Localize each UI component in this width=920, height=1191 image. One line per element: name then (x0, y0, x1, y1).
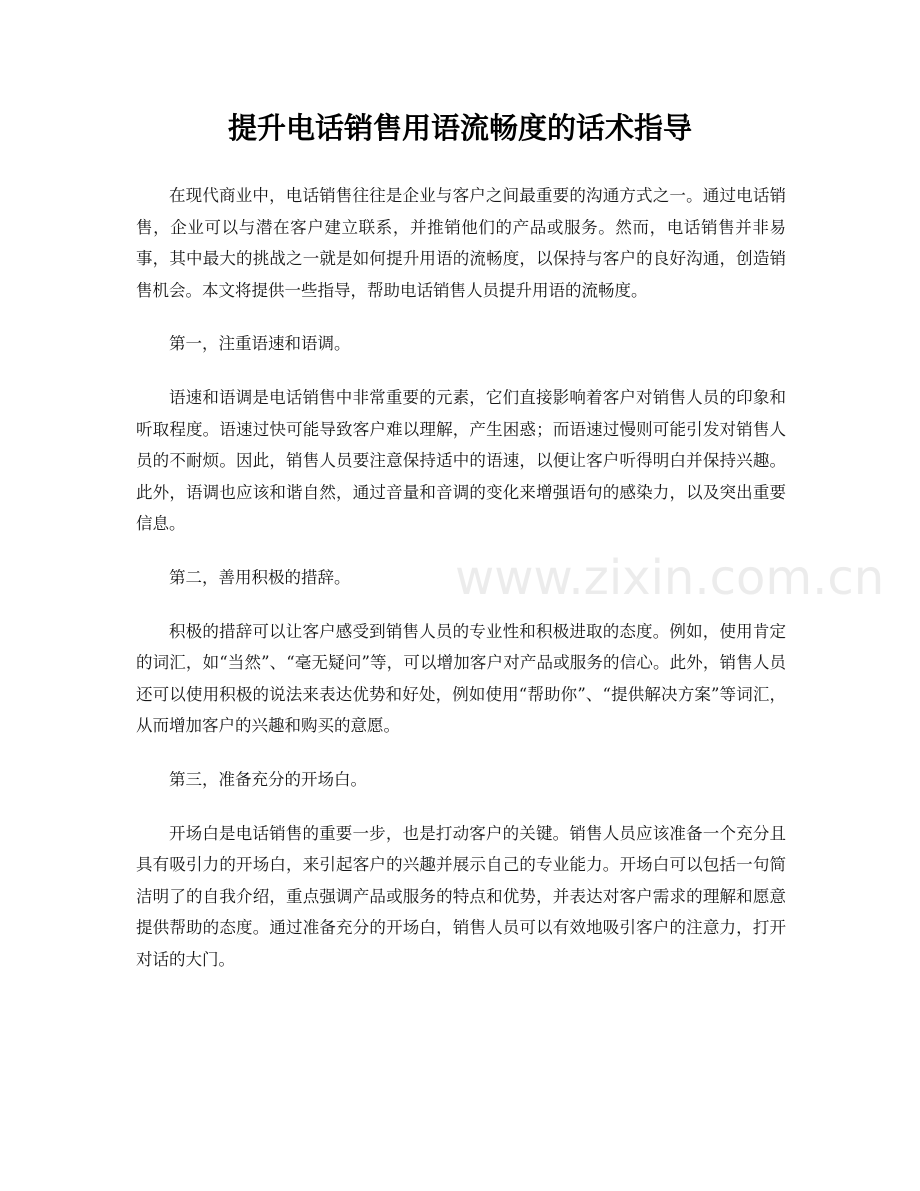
document-title: 提升电话销售用语流畅度的话术指导 (227, 111, 692, 145)
document-body (136, 180, 786, 997)
section-body-1: 语速和语调是电话销售中非常重要的元素，它们直接影响着客户对销售人员的印象和听取程度。语速过快可能导致客户难以理解，产生困惑；而语速过慢则可能引发对销售人员的不耐烦。因此，销售人员要注意保持适中的语速，以便让客户听得明白并保持兴趣。此外，语调也应该和谐自然，通过音量和音调的变化来增强语句的感染力，以及突出重要信息。 (136, 387, 786, 534)
watermark: www.zixin.com.cn (455, 550, 885, 606)
section-heading-1: 第一，注重语速和语调。 (169, 334, 351, 354)
section-heading-2: 第二，善用积极的措辞。 (169, 567, 351, 587)
section-heading-3: 第三，准备充分的开场白。 (169, 769, 367, 789)
intro-paragraph: 在现代商业中，电话销售往往是企业与客户之间最重要的沟通方式之一。通过电话销售，企业可以与潜在客户建立联系，并推销他们的产品或服务。然而，电话销售并非易事，其中最大的挑战之一就是如何提升用语的流畅度，以保持与客户的良好沟通，创造销售机会。本文将提供一些指导，帮助电话销售人员提升用语的流畅度。 (136, 186, 786, 300)
section-body-3: 开场白是电话销售的重要一步，也是打动客户的关键。销售人员应该准备一个充分且具有吸引力的开场白，来引起客户的兴趣并展示自己的专业能力。开场白可以包括一句简洁明了的自我介绍，重点强调产品或服务的特点和优势，并表达对客户需求的理解和愿意提供帮助的态度。通过准备充分的开场白，销售人员可以有效地吸引客户的注意力，打开对话的大门。 (136, 823, 786, 969)
section-body-2: 积极的措辞可以让客户感受到销售人员的专业性和积极进取的态度。例如，使用肯定的词汇，如“当然”、“毫无疑问”等，可以增加客户对产品或服务的信心。此外，销售人员还可以使用积极的说法来表达优势和好处，例如使用“帮助你”、“提供解决方案”等词汇，从而增加客户的兴趣和购买的意愿。 (136, 621, 786, 736)
